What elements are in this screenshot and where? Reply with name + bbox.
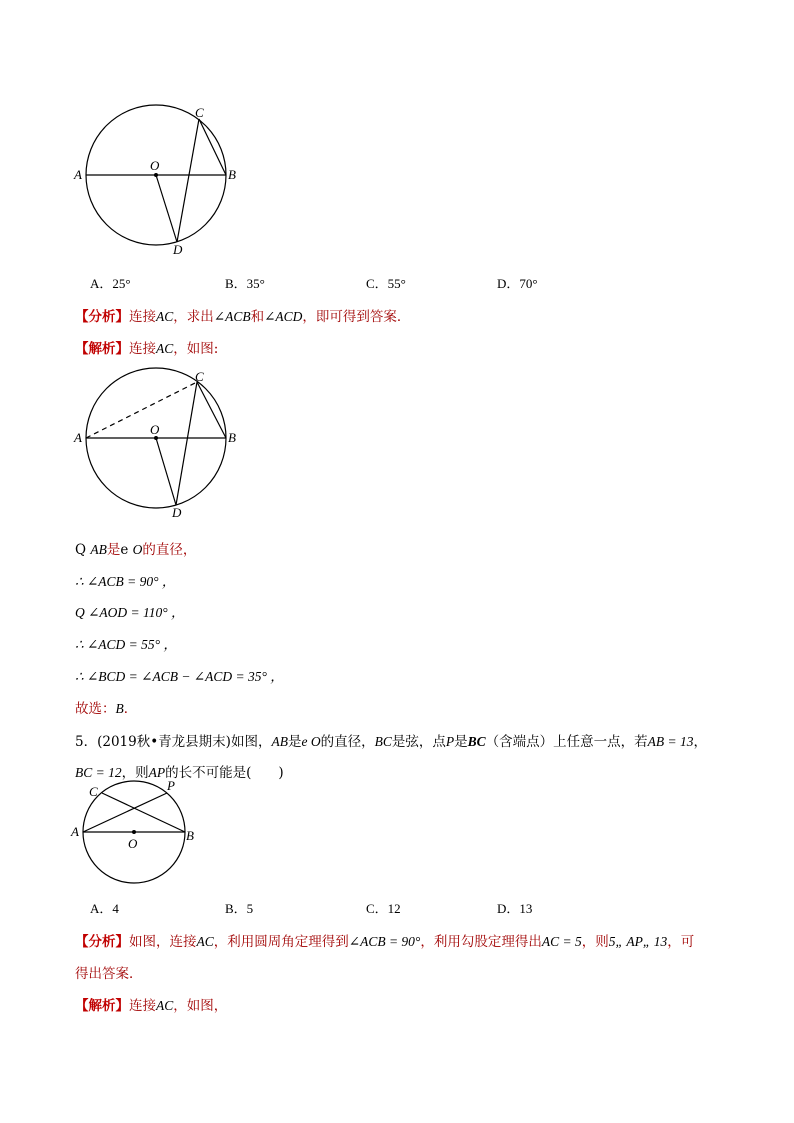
solution-tag: 【解析】 <box>75 341 129 357</box>
label-P: P <box>167 778 175 793</box>
label-A: A <box>74 167 82 182</box>
figure-circle-3 <box>65 778 205 888</box>
label-O: O <box>150 158 160 173</box>
q4-option-b[interactable]: B．35° <box>225 276 265 291</box>
q5-option-b[interactable]: B．5 <box>225 901 254 916</box>
q4-analysis: 【分析】连接AC，求出∠ACB和∠ACD，即可得到答案． <box>75 309 411 325</box>
q5-solution: 【解析】连接AC，如图， <box>75 998 228 1014</box>
q5-analysis-line-1: 【分析】如图，连接AC，利用圆周角定理得到∠ACB = 90°，利用勾股定理得出AC = 5，则5„ AP„ 13，可 <box>75 934 695 950</box>
label-O: O <box>128 836 138 851</box>
q4-option-d[interactable]: D．70° <box>497 276 538 291</box>
q4-step-1: Q AB是e O的直径， <box>75 542 197 558</box>
label-B: B <box>228 430 236 445</box>
q4-step-5: ∴ ∠BCD = ∠ACB − ∠ACD = 35° ， <box>75 669 284 684</box>
analysis-tag: 【分析】 <box>75 309 129 325</box>
label-B: B <box>228 167 236 182</box>
q5-stem-line-2: BC = 12，则AP的长不可能是( ) <box>75 765 284 781</box>
q4-step-6: 故选：B． <box>75 701 138 717</box>
label-D: D <box>172 505 182 520</box>
q5-stem-line-1: 5．(2019秋•青龙县期末)如图，AB是e O的直径，BC是弦，点P是BC（含端点）上任意一点，若AB = 13， <box>75 734 707 750</box>
label-C: C <box>89 784 98 799</box>
q4-step-4: ∴ ∠ACD = 55° ， <box>75 637 177 652</box>
label-O: O <box>150 422 160 437</box>
q5-option-c[interactable]: C．12 <box>366 901 401 916</box>
label-A: A <box>71 824 79 839</box>
label-C: C <box>195 105 204 120</box>
figure-circle-2 <box>70 365 250 525</box>
q4-step-3: Q ∠AOD = 110° ， <box>75 605 185 620</box>
label-A: A <box>74 430 82 445</box>
arc-bc: BC <box>467 734 486 749</box>
q5-option-d[interactable]: D．13 <box>497 901 533 916</box>
label-D: D <box>173 242 183 257</box>
label-C: C <box>195 369 204 384</box>
q4-option-c[interactable]: C．55° <box>366 276 406 291</box>
q4-step-2: ∴ ∠ACB = 90° ， <box>75 574 176 589</box>
q5-option-a[interactable]: A．4 <box>90 901 119 916</box>
label-B: B <box>186 828 194 843</box>
figure-circle-1 <box>70 100 250 260</box>
q4-option-a[interactable]: A．25° <box>90 276 131 291</box>
q5-analysis-line-2: 得出答案． <box>75 966 143 982</box>
q4-solution: 【解析】连接AC，如图: <box>75 341 219 357</box>
